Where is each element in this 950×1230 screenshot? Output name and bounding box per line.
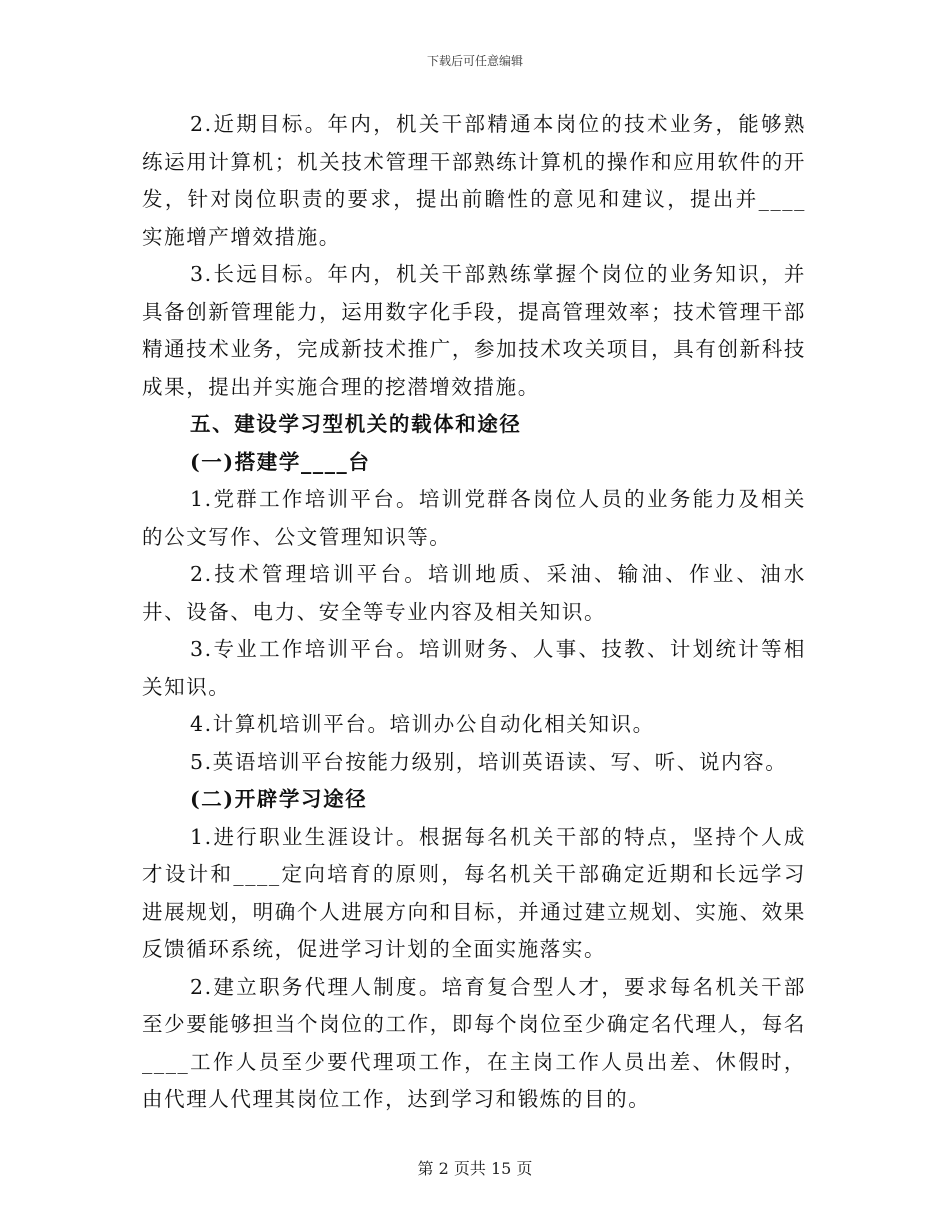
page-header: 下载后可任意编辑	[426, 54, 523, 68]
document-body	[142, 106, 806, 1119]
paragraph-computer-platform: 4.计算机培训平台。培训办公自动化相关知识。	[190, 712, 655, 736]
paragraph-technical-platform: 2.技术管理培训平台。培训地质、采油、输油、作业、油水井、设备、电力、安全等专业内容及相关知识。	[142, 562, 806, 624]
paragraph-professional-platform: 3.专业工作培训平台。培训财务、人事、技教、计划统计等相关知识。	[142, 637, 806, 699]
paragraph-party-platform: 1.党群工作培训平台。培训党群各岗位人员的业务能力及相关的公文写作、公文管理知识等。	[142, 487, 806, 549]
subsection-heading-two: (二)开辟学习途径	[190, 787, 368, 811]
paragraph-near-term-goals: 2.近期目标。年内，机关干部精通本岗位的技术业务，能够熟练运用计算机；机关技术管理干部熟练计算机的操作和应用软件的开发，针对岗位职责的要求，提出前瞻性的意见和建议，提出并____实施增产增效措施。	[142, 112, 806, 249]
page-footer: 第 2 页共 15 页	[417, 1159, 533, 1178]
paragraph-english-platform: 5.英语培训平台按能力级别，培训英语读、写、听、说内容。	[190, 749, 788, 774]
section-heading-five: 五、建设学习型机关的载体和途径	[190, 412, 522, 436]
paragraph-proxy-system: 2.建立职务代理人制度。培育复合型人才，要求每名机关干部至少要能够担当个岗位的工作，即每个岗位至少确定名代理人，每名____工作人员至少要代理项工作，在主岗工作人员出差、休假时，由代理人代理其岗位工作，达到学习和锻炼的目的。	[142, 974, 806, 1111]
paragraph-long-term-goals: 3.长远目标。年内，机关干部熟练掌握个岗位的业务知识，并具备创新管理能力，运用数字化手段，提高管理效率；技术管理干部精通技术业务，完成新技术推广，参加技术攻关项目，具有创新科技成果，提出并实施合理的挖潜增效措施。	[142, 262, 806, 399]
subsection-heading-one: (一)搭建学____台	[190, 449, 371, 474]
paragraph-career-design: 1.进行职业生涯设计。根据每名机关干部的特点，坚持个人成才设计和____定向培育的原则，每名机关干部确定近期和长远学习进展规划，明确个人进展方向和目标，并通过建立规划、实施、效果反馈循环系统，促进学习计划的全面实施落实。	[142, 824, 806, 961]
